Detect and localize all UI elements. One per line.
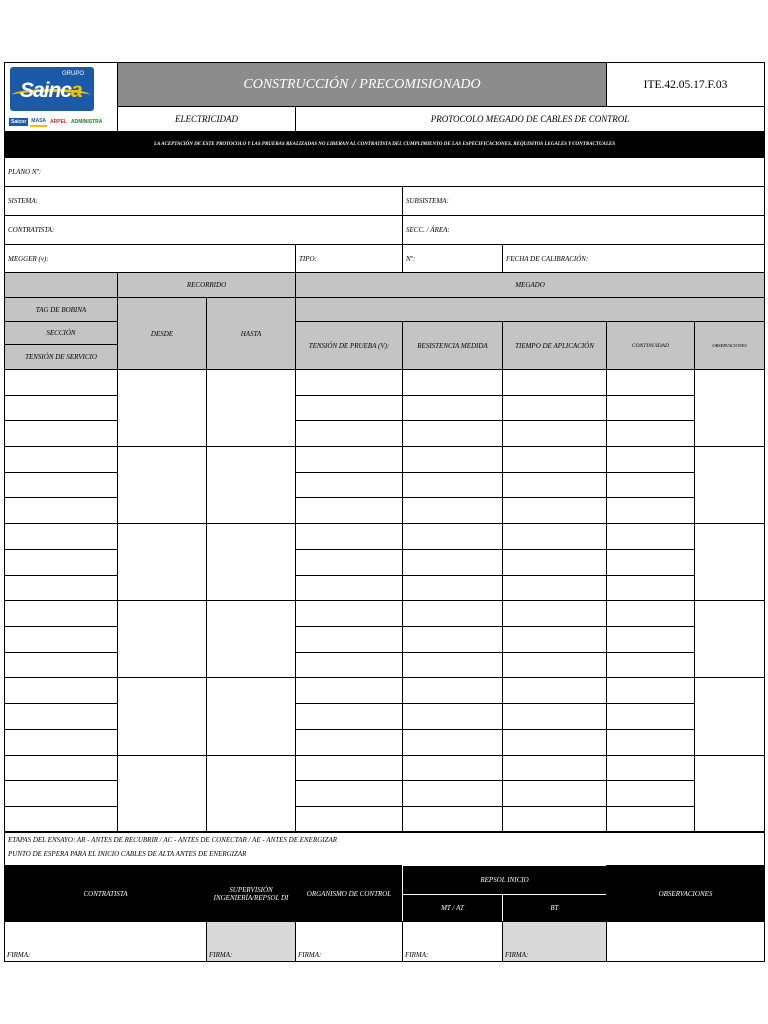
firma-label: FIRMA:	[505, 951, 529, 959]
sig-supervision-header: SUPERVISIÓN INGENIERÍA/REPSOL DI	[206, 865, 296, 922]
secc-area-field[interactable]: SECC. / ÁREA:	[402, 215, 765, 245]
firma-organismo[interactable]	[295, 921, 403, 962]
logo-group-label: GRUPO	[62, 71, 85, 77]
firma-label: FIRMA:	[209, 951, 233, 959]
etapas-text: ETAPAS DEL ENSAYO: AR - ANTES DE RECUBRIR / AC - ANTES DE CONECTAR / AE - ANTES DE ENERGIZAR	[8, 836, 338, 844]
seccion-header: SECCIÓN	[4, 321, 118, 345]
megado-header: MEGADO	[295, 272, 765, 298]
tension-servicio-header: TENSIÓN DE SERVICIO	[4, 344, 118, 370]
punto-espera-text: PUNTO DE ESPERA PARA EL INICIO CABLES DE ALTA ANTES DE ENERGIZAR	[8, 850, 247, 858]
tiempo-header: TIEMPO DE APLICACIÓN	[502, 321, 607, 370]
fecha-calibracion-field[interactable]: FECHA DE CALIBRACIÓN:	[502, 244, 765, 273]
partner-logo-4: ADMINISTRA	[70, 119, 103, 125]
plano-field[interactable]: PLANO Nº:	[4, 157, 765, 187]
subsistema-field[interactable]: SUBSISTEMA:	[402, 186, 765, 216]
grid-row-lines	[4, 370, 765, 833]
partner-logo-3: ARPEL	[50, 119, 67, 125]
tension-prueba-header: TENSIÓN DE PRUEBA (V):	[295, 321, 403, 370]
contratista-field[interactable]: CONTRATISTA:	[4, 215, 403, 245]
numero-field[interactable]: Nº:	[402, 244, 503, 273]
firma-label: FIRMA:	[405, 951, 429, 959]
partner-logo-1: Saicor	[11, 119, 27, 125]
notice-banner: LA ACEPTACIÓN DE ESTE PROTOCOLO Y LAS PRUEBAS REALIZADAS NO LIBERAN AL CONTRATISTA DEL CUMPLIMIENTO DE LAS ESPECIFICACIONES, REQUISITOS LEGALES Y CONTRACTUALES	[4, 131, 765, 157]
desde-header: DESDE	[117, 297, 207, 370]
partner-logo-2: MASA	[30, 117, 47, 127]
discipline-label: ELECTRICIDAD	[117, 106, 296, 132]
sistema-field[interactable]: SISTEMA:	[4, 186, 403, 216]
sig-contratista-header: CONTRATISTA	[4, 865, 207, 922]
firma-mt-at[interactable]	[402, 921, 503, 962]
firma-label: FIRMA:	[298, 951, 322, 959]
sig-bt-header: BT	[502, 894, 607, 922]
sig-observaciones-header: OBSERVACIONES	[606, 865, 765, 922]
document-code: ITE.42.05.17.F.03	[606, 62, 765, 107]
sig-organismo-header: ORGANISMO DE CONTROL	[295, 865, 403, 922]
etapas-note	[4, 831, 765, 866]
firma-bt[interactable]	[502, 921, 607, 962]
tipo-field[interactable]: TIPO:	[295, 244, 403, 273]
continuidad-header: CONTINUIDAD	[606, 321, 695, 370]
firma-observaciones[interactable]	[606, 921, 765, 962]
recorrido-header: RECORRIDO	[117, 272, 296, 298]
firma-contratista[interactable]	[4, 921, 207, 962]
logo-brand-tail: a	[71, 79, 82, 102]
firma-supervision[interactable]	[206, 921, 296, 962]
megger-field[interactable]: MEGGER (v):	[4, 244, 296, 273]
sig-mt-at-header: MT / AT	[402, 894, 503, 922]
tag-bobina-header: TAG DE BOBINA	[4, 297, 118, 322]
logo-brand-text: Sainc	[20, 79, 72, 102]
observaciones-header: OBSERVACIONES	[694, 321, 765, 370]
hasta-header: HASTA	[206, 297, 296, 370]
resistencia-header: RESISTENCIA MEDIDA	[402, 321, 503, 370]
protocol-label: PROTOCOLO MEGADO DE CABLES DE CONTROL	[295, 106, 765, 132]
sig-repsol-header: REPSOL INICIO	[402, 865, 607, 895]
firma-label: FIRMA:	[7, 951, 31, 959]
document-title: CONSTRUCCIÓN / PRECOMISIONADO	[117, 62, 607, 107]
